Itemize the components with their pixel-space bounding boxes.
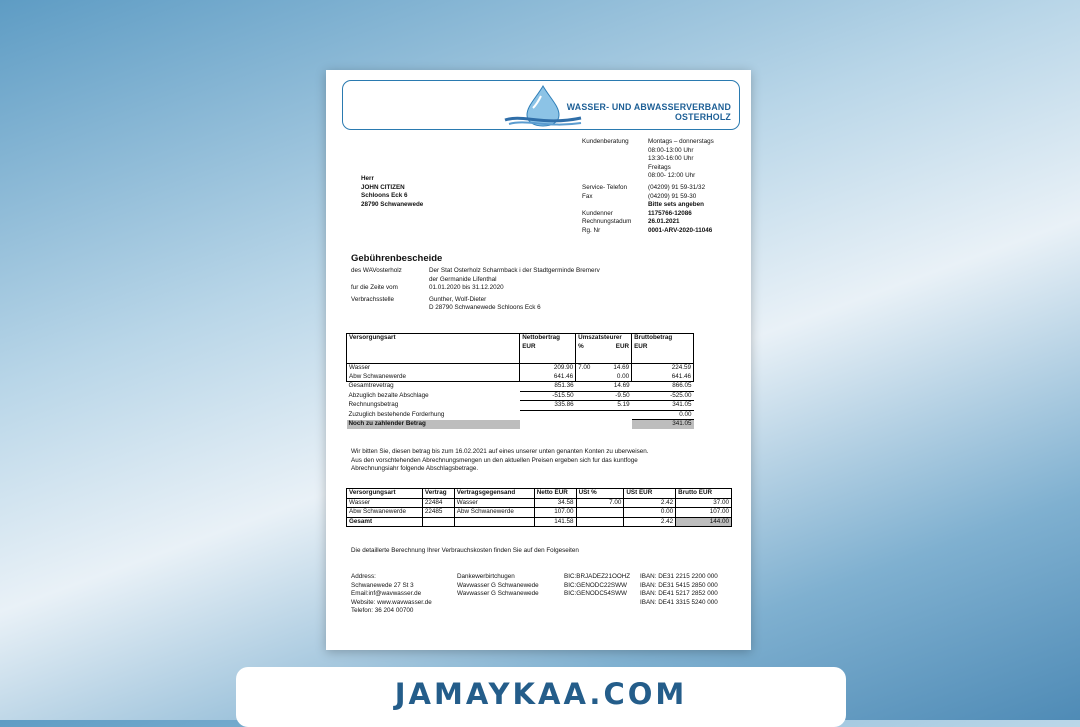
info-labels	[351, 267, 402, 304]
info-value: Gunther, Wolf-Dieter	[429, 295, 487, 303]
recipient-street: Schloons Eck 6	[361, 192, 408, 199]
recipient-city: 28790 Schwanewede	[361, 200, 424, 208]
header-cell: Nettobertrag EUR	[520, 334, 576, 364]
table-row: Abw Schwanewerde 22485 Abw Schwanewerde 107.00 0.00 107.00	[347, 508, 732, 518]
info-label: Verbrachsstelle	[351, 295, 395, 303]
info-value: 01.01.2020 bis 31.12.2020	[429, 284, 504, 291]
customer-number-label: Kundenner	[582, 209, 613, 217]
service-phone-value: (04209) 91 59-31/32	[648, 184, 706, 191]
kundenberatung-label: Kundenberatung	[582, 138, 629, 145]
hours-line: 08:00- 12:00 Uhr	[648, 172, 696, 179]
service-values	[648, 184, 712, 235]
table-header-row: Versorgungsart Vertrag Vertragsgegensand Netto EUR USt % USt EUR Brutto EUR	[347, 489, 732, 499]
footer-address: Address: Schwanewede 27 St 3 Email:inf@wavwasser.de Website: www.wavwasser.de Telefon: 36 204 00700	[351, 573, 432, 614]
table-row-total: Gesamt 141.58 2.42 144.00	[347, 517, 732, 527]
invoice-number-label: Rg. Nr	[582, 226, 601, 234]
header-cell: Umszatsteurer % EUR	[576, 334, 632, 364]
table-row: Wasser 22484 Wasser 34.58 7.00 2.42 37.00	[347, 498, 732, 508]
invoice-number-value: 0001-ARV-2020-11046	[648, 226, 713, 234]
watermark-text: JAMAYKAA.COM	[394, 677, 688, 711]
detail-note: Die detaillerte Berechnung Ihrer Verbrauchskosten finden Sie auf den Folgeseiten	[351, 547, 579, 554]
invoice-document	[326, 70, 751, 650]
payment-instructions: Wir bitten Sie, diesen betrag bis zum 16.02.2021 auf eines unserer unten genanten Konten zu uberweisen. Aus den vorschtehenden Abrechnungsmengen un den aktuellen Preisen ergeben sich fur das kuntfoge Abrechnungsiahr folgende Abschlagsbetrage.	[351, 448, 649, 472]
recipient-name: JOHN CITIZEN	[361, 183, 405, 191]
header-cell: Bruttobetrag EUR	[632, 334, 694, 364]
header-cell: Versorgungsart	[347, 334, 520, 364]
info-value: der Germanide Lifenthal	[429, 275, 497, 283]
table-row-total: Noch zu zahlender Betrag 341.05	[348, 419, 692, 427]
page-title: Gebührenbescheide	[351, 253, 443, 264]
hours-line: 08:00-13:00 Uhr	[648, 146, 694, 154]
fax-value: (04209) 91 59-30	[648, 192, 697, 200]
info-values	[429, 267, 600, 313]
invoice-date-value: 26.01.2021	[648, 218, 680, 225]
service-labels	[582, 184, 631, 235]
org-name-line1: WASSER- UND ABWASSERVERBAND	[566, 102, 731, 112]
recipient-address	[361, 175, 423, 209]
info-value: D 28790 Schwanewede Schloons Eck 6	[429, 304, 541, 311]
recipient-salutation: Herr	[361, 175, 374, 182]
footer-ibans: IBAN: DE31 2215 2200 000 IBAN: DE31 5415 2850 000 IBAN: DE41 5217 2852 000 IBAN: DE41 3315 5240 000	[640, 573, 718, 606]
table-row: Gesamtrevetrag 851.36 14.69 866.05	[348, 382, 692, 390]
table-row: Abw Schwanewerde 641.46 0.00 641.46	[347, 373, 694, 382]
fax-label: Fax	[582, 192, 593, 200]
contact-labels	[582, 138, 629, 147]
org-name-line2: OSTERHOLZ	[674, 112, 731, 122]
invoice-date-label: Rechnungstadum	[582, 218, 632, 225]
table-row: Wasser 209.90 7.00 14.69 224.59	[347, 364, 694, 373]
service-phone-label: Service- Telefon	[582, 184, 628, 191]
opening-hours	[648, 138, 714, 181]
watermark-banner	[236, 667, 846, 727]
footer-bics: BIC:BRJADEZ21OOHZ BIC:GENODC22SWW BIC:GENODC54SWW	[564, 573, 631, 597]
installment-table	[346, 488, 732, 527]
info-label: des WAVosterholz	[351, 267, 402, 274]
hours-line: Montags – donnerstags	[648, 138, 714, 145]
billing-summary-table	[346, 333, 694, 429]
table-row: Zuzuglich bestehende Forderhung 0.00	[348, 410, 692, 418]
table-row: Abzuglich bezalte Abschlage -515.50 -9.50 -525.00	[348, 391, 692, 399]
footer-banks: Dankewerbirtchugen Wavwasser G Schwanewede Wavwasser G Schwanewede	[457, 573, 539, 597]
letterhead-logo	[342, 80, 740, 130]
hours-line: 13:30-16:00 Uhr	[648, 155, 694, 162]
table-header-row	[347, 334, 694, 364]
hours-line: Freitags	[648, 163, 671, 171]
info-value: Der Stat Osterholz Scharmback i der Stadtgerminde Bremerv	[429, 267, 600, 274]
table-row: Rechnungsbetrag 335.86 5.19 341.05	[348, 401, 692, 408]
reference-note: Bitte sets angeben	[648, 201, 704, 208]
info-label: fur die Zeite vom	[351, 284, 398, 291]
customer-number-value: 1175766-12086	[648, 209, 692, 217]
